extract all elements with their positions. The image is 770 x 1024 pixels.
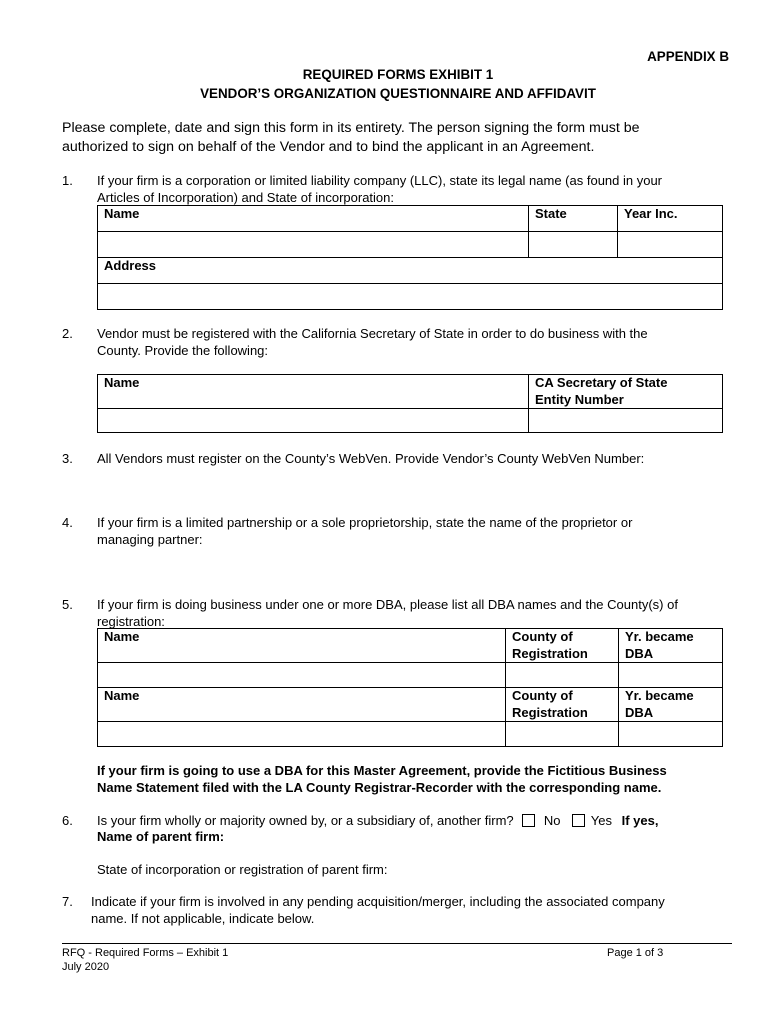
q4-line-2: managing partner:	[97, 531, 203, 547]
q4-line-1: If your firm is a limited partnership or a sole proprietorship, state the name of the proprietor or	[97, 515, 633, 530]
q5-col-year-line-1: Yr. became	[625, 629, 694, 644]
q2-col-name: Name	[98, 375, 529, 409]
q5-col-year-2-line-2: DBA	[625, 704, 654, 720]
q1-line-2: Articles of Incorporation) and State of incorporation:	[97, 189, 394, 205]
q2-name-field[interactable]	[98, 409, 529, 433]
q6-if-yes: If yes,	[621, 813, 659, 828]
q6-state-label: State of incorporation or registration of parent firm:	[97, 862, 388, 877]
q6-parent-label: Name of parent firm:	[97, 829, 225, 844]
q7-line-2: name. If not applicable, indicate below.	[91, 910, 315, 926]
q2-col-entity-line-1: CA Secretary of State	[535, 375, 668, 390]
footer-date: July 2020	[62, 961, 110, 973]
q5-county-field-2[interactable]	[506, 722, 619, 747]
q5-note-line-2: Name Statement filed with the LA County Registrar-Recorder with the corresponding name.	[97, 779, 662, 795]
q6-number: 6.	[62, 813, 73, 828]
q1-name-field[interactable]	[98, 232, 529, 258]
q5-col-county-2	[506, 688, 619, 722]
q5-col-year	[619, 629, 723, 663]
q5-col-county-line-2: Registration	[512, 645, 588, 661]
q5-year-field-2[interactable]	[619, 722, 723, 747]
q6-yes-checkbox[interactable]	[572, 814, 585, 827]
q7-text	[91, 894, 732, 927]
q5-col-county-2-line-2: Registration	[512, 704, 588, 720]
q3-text: All Vendors must register on the County’s WebVen. Provide Vendor’s County WebVen Number:	[97, 451, 645, 466]
q6-text: Is your firm wholly or majority owned by, or a subsidiary of, another firm?	[97, 813, 514, 828]
q6-no-label: No	[543, 813, 561, 828]
q1-number: 1.	[62, 173, 73, 188]
intro-text	[62, 119, 732, 157]
q1-col-name: Name	[98, 206, 529, 232]
q2-entity-field[interactable]	[529, 409, 723, 433]
q5-line-1: If your firm is doing business under one or more DBA, please list all DBA names and the County(s) of	[97, 597, 678, 612]
form-subtitle: VENDOR’S ORGANIZATION QUESTIONNAIRE AND AFFIDAVIT	[200, 86, 596, 101]
intro-line-2: authorized to sign on behalf of the Vendor and to bind the applicant in an Agreement.	[62, 139, 595, 155]
form-title: REQUIRED FORMS EXHIBIT 1	[302, 67, 494, 82]
q5-number: 5.	[62, 597, 73, 612]
q5-col-year-2-line-1: Yr. became	[625, 688, 694, 703]
q5-dba-note	[97, 763, 732, 796]
q1-table	[97, 205, 723, 310]
q5-col-name: Name	[98, 629, 506, 663]
q5-line-2: registration:	[97, 613, 165, 629]
q5-year-field-1[interactable]	[619, 663, 723, 688]
q1-text	[97, 173, 732, 206]
q5-text	[97, 597, 732, 630]
q3-number: 3.	[62, 451, 73, 466]
q7-line-1: Indicate if your firm is involved in any pending acquisition/merger, including the associated company	[91, 894, 665, 909]
q1-line-1: If your firm is a corporation or limited liability company (LLC), state its legal name (as found in your	[97, 173, 663, 188]
q5-county-field-1[interactable]	[506, 663, 619, 688]
q6-no-checkbox[interactable]	[522, 814, 535, 827]
q6-question	[97, 813, 658, 830]
footer-left	[62, 946, 228, 974]
q2-line-1: Vendor must be registered with the California Secretary of State in order to do business with the	[97, 326, 648, 341]
q2-line-2: County. Provide the following:	[97, 342, 269, 358]
q2-col-entity-line-2: Entity Number	[535, 391, 624, 407]
q5-col-year-2	[619, 688, 723, 722]
q7-number: 7.	[62, 894, 73, 909]
q5-name-field-2[interactable]	[98, 722, 506, 747]
q4-number: 4.	[62, 515, 73, 530]
footer-page-number: Page 1 of 3	[607, 947, 664, 959]
q4-text	[97, 515, 732, 548]
q1-col-state: State	[529, 206, 618, 232]
q5-col-year-line-2: DBA	[625, 645, 654, 661]
q1-col-year: Year Inc.	[618, 206, 723, 232]
q6-yes-label: Yes	[590, 813, 612, 828]
footer-rule	[62, 943, 732, 944]
q1-year-field[interactable]	[618, 232, 723, 258]
q2-col-entity	[529, 375, 723, 409]
q5-col-county	[506, 629, 619, 663]
appendix-label: APPENDIX B	[647, 49, 729, 64]
q1-address-label: Address	[98, 258, 723, 284]
q2-table	[97, 374, 723, 433]
q5-table	[97, 628, 723, 747]
intro-line-1: Please complete, date and sign this form in its entirety. The person signing the form must be	[62, 120, 640, 136]
q5-col-county-2-line-1: County of	[512, 688, 573, 703]
q2-text	[97, 326, 732, 359]
q5-note-line-1: If your firm is going to use a DBA for this Master Agreement, provide the Fictitious Business	[97, 763, 667, 778]
q1-state-field[interactable]	[529, 232, 618, 258]
footer-form-name: RFQ - Required Forms – Exhibit 1	[62, 947, 229, 959]
q5-col-name-2: Name	[98, 688, 506, 722]
q2-number: 2.	[62, 326, 73, 341]
q1-address-field[interactable]	[98, 284, 723, 310]
q5-col-county-line-1: County of	[512, 629, 573, 644]
q5-name-field-1[interactable]	[98, 663, 506, 688]
